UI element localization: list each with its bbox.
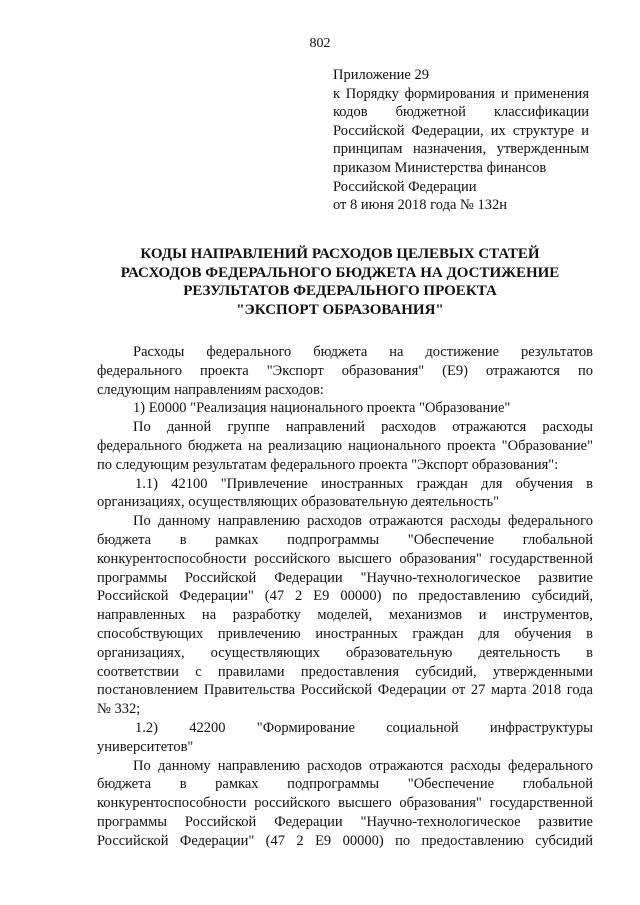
body-line: соответствии с правилами предоставления субсидий, утвержденными: [97, 663, 593, 680]
body-line: способствующих привлечению иностранных граждан для обучения в: [97, 625, 593, 642]
appendix-line: Российской Федерации: [333, 178, 477, 195]
title-line: РАСХОДОВ ФЕДЕРАЛЬНОГО БЮДЖЕТА НА ДОСТИЖЕНИЕ: [120, 264, 560, 281]
body-line: университетов": [97, 738, 194, 755]
body-line: По данному направлению расходов отражаются расходы федерального: [133, 513, 593, 530]
appendix-line: от 8 июня 2018 года № 132н: [333, 197, 507, 214]
title-line: "ЭКСПОРТ ОБРАЗОВАНИЯ": [236, 302, 444, 319]
body-line: направленных на разработку моделей, механизмов и инструментов,: [97, 607, 593, 624]
body-line: 1.1) 42100 "Привлечение иностранных граждан для обучения в: [135, 475, 593, 492]
body-line: постановлением Правительства Российской Федерации от 27 марта 2018 года: [97, 682, 593, 699]
document-body: [97, 343, 593, 851]
body-line: конкурентоспособности российского высшего образования" государственной: [97, 550, 593, 567]
body-line: Российской Федерации" (47 2 Е9 00000) по предоставлению субсидий: [97, 832, 593, 849]
title-line: КОДЫ НАПРАВЛЕНИЙ РАСХОДОВ ЦЕЛЕВЫХ СТАТЕЙ: [140, 246, 540, 262]
body-line: № 332;: [97, 701, 141, 718]
document-title: [80, 245, 600, 320]
body-line: 1) Е0000 "Реализация национального проекта "Образование": [133, 400, 511, 417]
title-line: РЕЗУЛЬТАТОВ ФЕДЕРАЛЬНОГО ПРОЕКТА: [183, 283, 497, 300]
body-line: организациях, осуществляющих образовательную деятельность": [97, 494, 500, 511]
body-line: программы Российской Федерации "Научно-технологическое развитие: [97, 813, 593, 830]
body-line: Российской Федерации" (47 2 Е9 00000) по предоставлению субсидий,: [97, 588, 593, 605]
body-line: федерального бюджета на реализацию национального проекта "Образование": [97, 437, 593, 454]
appendix-line: к Порядку формирования и применения: [333, 85, 589, 102]
body-line: По данному направлению расходов отражаются расходы федерального: [133, 757, 593, 774]
appendix-line: приказом Министерства финансов: [333, 159, 547, 176]
body-line: программы Российской Федерации "Научно-технологическое развитие: [97, 569, 593, 586]
body-line: следующим направлениям расходов:: [97, 381, 324, 398]
body-line: 1.2) 42200 "Формирование социальной инфраструктуры: [135, 719, 593, 736]
body-line: конкурентоспособности российского высшего образования" государственной: [97, 795, 593, 812]
body-line: бюджета в рамках подпрограммы "Обеспечение глобальной: [97, 776, 593, 793]
body-line: федерального проекта "Экспорт образования" (Е9) отражаются по: [97, 362, 593, 379]
appendix-line: принципам назначения, утвержденным: [333, 141, 589, 158]
body-line: организациях, осуществляющих образовательную деятельность в: [97, 644, 593, 661]
appendix-line: Приложение 29: [333, 67, 429, 83]
body-line: Расходы федерального бюджета на достижение результатов: [133, 344, 593, 360]
body-line: По данной группе направлений расходов отражаются расходы: [133, 419, 593, 436]
appendix-header: [333, 66, 589, 215]
appendix-line: кодов бюджетной классификации: [333, 104, 589, 121]
body-line: бюджета в рамках подпрограммы "Обеспечение глобальной: [97, 531, 593, 548]
page-number: 802: [309, 36, 331, 51]
appendix-line: Российской Федерации, их структуре и: [333, 122, 589, 139]
body-line: по следующим результатам федерального проекта "Экспорт образования":: [97, 456, 559, 473]
